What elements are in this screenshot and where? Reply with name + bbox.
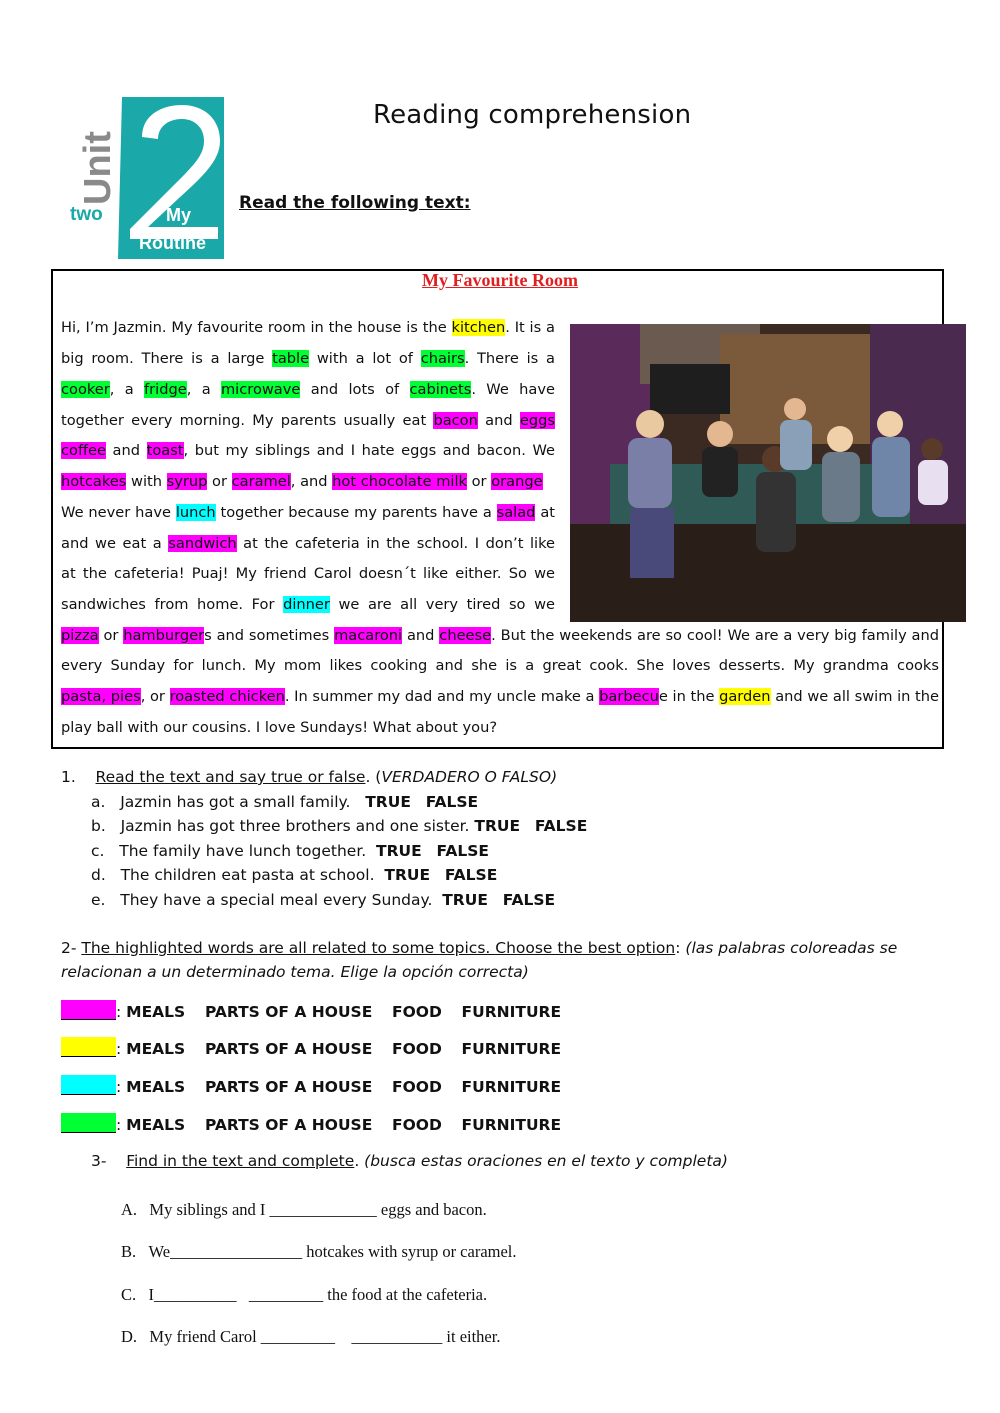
item-text: I__________ _________ the food at the cafeteria. [148,1285,488,1304]
reading-text-segment: and lots of [300,381,410,398]
reading-text-segment: and we all swim in the [775,688,939,705]
reading-text-segment: and [105,442,147,459]
reading-text-segment: together because my parents have a [215,504,497,521]
topic-option[interactable]: FOOD [392,1040,442,1058]
highlighted-word: caramel [231,473,291,490]
fill-in-item [121,1285,487,1305]
topic-option[interactable]: FOOD [392,1003,442,1021]
reading-line [61,656,939,676]
true-option[interactable]: TRUE [474,817,521,836]
highlighted-word: pizza [61,627,99,644]
reading-text-segment: We never have [61,504,176,521]
highlighted-word: sandwich [168,535,237,552]
reading-text-segment: . We have [471,381,555,398]
item-letter: d. [91,866,106,885]
false-option[interactable]: FALSE [436,841,489,860]
q2-prompt: The highlighted words are all related to some topics. Choose the best option [81,939,676,957]
topic-option[interactable]: PARTS OF A HOUSE [204,1116,373,1134]
highlighted-word: lunch [175,504,216,521]
item-text: The children eat pasta at school. [120,866,385,885]
color-swatch [61,1000,116,1020]
topic-option[interactable]: PARTS OF A HOUSE [204,1078,373,1096]
family-kitchen-photo [570,324,966,622]
topic-option[interactable]: FOOD [392,1078,442,1096]
highlighted-word: fridge [144,381,187,398]
item-text: They have a special meal every Sunday. [120,890,443,909]
false-option[interactable]: FALSE [534,817,588,836]
item-text: The family have lunch together. [119,841,377,860]
true-option[interactable]: TRUE [376,841,422,860]
reading-text-segment: or [207,473,232,490]
logo-unit-word: Unit [77,131,119,205]
reading-text-segment: or [466,473,492,490]
reading-line [61,472,555,492]
highlighted-word: eggs [519,412,555,429]
topic-option[interactable]: FURNITURE [461,1078,562,1096]
highlighted-word: pasta, pies [61,688,141,705]
highlighted-word: garden [719,688,771,705]
instruction-heading: Read the following text: [239,193,471,213]
reading-text-segment: . In summer my dad and my uncle make a [284,688,600,705]
reading-text-segment: together every morning. My parents usually eat [61,412,434,429]
reading-text-segment: , a [109,381,145,398]
reading-text-segment: and [477,412,520,429]
highlighted-word: hamburger [123,627,205,644]
topic-option[interactable]: FURNITURE [461,1040,562,1058]
item-text: Jazmin has got three brothers and one sister. [120,817,475,836]
reading-text-segment: , or [140,688,170,705]
reading-text-segment: . There is a [464,350,555,367]
q3-prompt-spanish: (busca estas oraciones en el texto y completa) [364,1152,728,1170]
reading-text-segment: , a [186,381,221,398]
item-text: My friend Carol _________ ___________ it either. [149,1327,501,1346]
highlighted-word: roasted chicken [169,688,285,705]
reading-text-segment: or [98,627,124,644]
reading-text-segment: every Sunday for lunch. My mom likes cooking and she is a great cook. She loves desserts. My grandma cooks [61,657,939,674]
highlighted-word: orange [61,473,543,492]
topic-option[interactable]: FURNITURE [461,1116,562,1134]
reading-line [61,349,555,369]
q3-prompt: Find in the text and complete [126,1152,355,1170]
false-option[interactable]: FALSE [444,866,498,885]
highlighted-word: cheese [439,627,492,644]
item-text: Jazmin has got a small family. [120,793,366,811]
true-option[interactable]: TRUE [442,890,488,909]
question-1-heading [61,767,557,787]
topic-option[interactable]: PARTS OF A HOUSE [204,1040,373,1058]
reading-title: My Favourite Room [422,270,578,290]
q1-item [91,792,478,812]
reading-text-segment: big room. There is a large [61,350,273,367]
reading-line [61,318,555,338]
reading-line [61,441,555,461]
fill-in-item [121,1327,500,1347]
reading-line [61,626,939,646]
reading-text-segment: and we eat a [61,535,169,552]
fill-in-item [121,1200,487,1220]
item-letter: c. [91,841,105,860]
reading-line [61,380,555,400]
highlighted-word: dinner [283,596,330,613]
reading-line [61,411,555,431]
reading-text-segment: sandwiches from home. For [61,596,284,613]
reading-text-segment: play ball with our cousins. I love Sundays! What about you? [61,719,498,736]
item-letter: a. [91,793,106,811]
q3-prompt-tail: . [354,1152,365,1170]
q1-item [91,841,489,861]
item-letter: C. [121,1285,137,1304]
item-letter: D. [121,1327,138,1346]
highlighted-word: macaroni [334,627,403,644]
topic-choice-row: : MEALS PARTS OF A HOUSE FOOD FURNITURE [61,1000,561,1022]
reading-text-segment: , but my siblings and I hate eggs and bacon. We [183,442,555,459]
highlighted-word: cooker [61,381,110,398]
reading-line [61,595,555,615]
topic-option[interactable]: PARTS OF A HOUSE [204,1003,373,1021]
reading-text-segment: e in the [658,688,720,705]
question-2-heading [61,938,897,958]
q2-spanish-2: relacionan a un determinado tema. Elige la opción correcta) [61,963,529,981]
page-title: Reading comprehension [373,100,692,130]
q1-prompt-spanish: VERDADERO O FALSO) [381,768,558,786]
highlighted-word: cabinets [409,381,472,398]
item-text: We________________ hotcakes with syrup or caramel. [148,1242,517,1261]
reading-line [61,564,555,584]
logo-two-word: two [70,204,103,225]
fill-in-item [121,1242,517,1262]
highlighted-word: bacon [433,412,478,429]
q2-prompt-colon: : [675,939,686,957]
q2-spanish-1: (las palabras coloreadas se [685,939,898,957]
reading-line [61,503,555,523]
reading-text-segment: . It is a [505,319,555,336]
item-letter: B. [121,1242,137,1261]
highlighted-word: coffee [61,442,106,459]
reading-text-segment: s and sometimes [204,627,335,644]
true-option[interactable]: TRUE [384,866,431,885]
color-swatch [61,1113,116,1133]
q1-number: 1. [61,768,76,786]
topic-option[interactable]: MEALS [126,1116,186,1134]
false-option[interactable]: FALSE [502,890,556,909]
topic-option[interactable]: MEALS [126,1040,186,1058]
reading-text-segment: , and [290,473,333,490]
color-swatch [61,1075,116,1095]
q3-number: 3- [91,1152,107,1170]
q1-prompt-tail: . ( [365,768,382,786]
topic-choice-row: : MEALS PARTS OF A HOUSE FOOD FURNITURE [61,1113,561,1135]
q1-item [91,865,497,885]
highlighted-word: hot chocolate milk [332,473,467,490]
highlighted-word: toast [146,442,184,459]
reading-text-segment: at the cafeteria! Puaj! My friend Carol doesn´t like either. So we [61,565,555,582]
q2-number: 2- [61,939,82,957]
topic-option[interactable]: MEALS [126,1078,186,1096]
highlighted-word: microwave [220,381,301,398]
q1-prompt: Read the text and say true or false [95,768,366,786]
highlighted-word: hotcakes [61,473,127,490]
reading-line [61,718,939,738]
item-letter: e. [91,890,106,909]
reading-line [61,534,555,554]
color-swatch [61,1037,116,1057]
logo-caption-1: My [166,205,192,225]
reading-line [61,687,939,707]
highlighted-word: kitchen [451,319,506,336]
reading-text-segment: with a lot of [309,350,421,367]
highlighted-word: salad [496,504,536,521]
unit-two-logo [70,97,224,259]
q1-item [91,816,587,836]
reading-text-segment: Hi, I’m Jazmin. My favourite room in the house is the [61,319,452,336]
item-letter: A. [121,1200,138,1219]
reading-text-segment: at the cafeteria in the school. I don’t like [243,535,555,552]
highlighted-word: chairs [420,350,465,367]
reading-text-segment: we are all very tired so we [338,596,555,613]
highlighted-word: syrup [166,473,208,490]
reading-text-segment: and [402,627,440,644]
topic-option[interactable]: FURNITURE [461,1003,562,1021]
highlighted-word: barbecu [599,688,659,705]
topic-choice-row: : MEALS PARTS OF A HOUSE FOOD FURNITURE [61,1075,561,1097]
item-letter: b. [91,817,106,836]
reading-text-segment: at [540,504,555,521]
topic-choice-row: : MEALS PARTS OF A HOUSE FOOD FURNITURE [61,1037,561,1059]
false-option[interactable]: FALSE [425,793,479,811]
question-3-heading [91,1151,728,1171]
q1-item [91,890,555,910]
item-text: My siblings and I _____________ eggs and bacon. [149,1200,487,1219]
logo-caption-2: Routine [139,233,206,253]
reading-text-segment: . But the weekends are so cool! We are a very big family and [491,627,939,644]
true-option[interactable]: TRUE [365,793,411,811]
highlighted-word: table [272,350,310,367]
topic-option[interactable]: FOOD [392,1116,442,1134]
topic-option[interactable]: MEALS [126,1003,186,1021]
reading-text-segment: with [126,473,167,490]
